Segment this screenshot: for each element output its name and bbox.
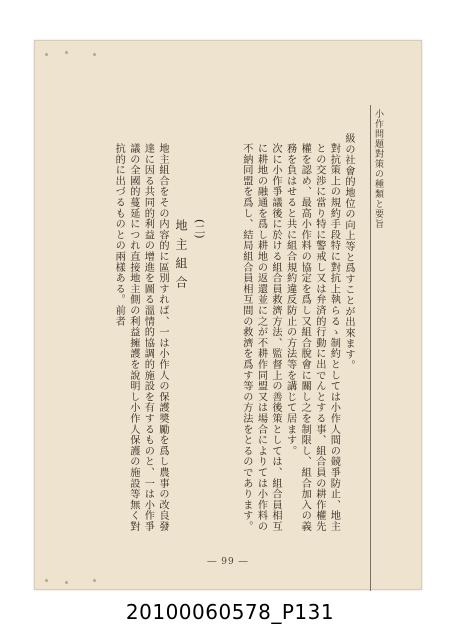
header-rule	[370, 105, 371, 591]
body-text-lower	[111, 133, 169, 533]
paragraph-3: 次に小作爭議後に於ける組合員救濟方法、監督上の善後策としては、組合員相互に耕地の融通を爲し耕地の返還並に之が不耕作同盟又は場合によりては小作料の不納同盟を爲し、結局組合員相互間の救濟を爲す等の方法をとるのであります。	[240, 143, 282, 532]
section-title: 地主組合	[174, 219, 188, 295]
document-page	[34, 40, 422, 590]
body-text-upper	[238, 133, 355, 533]
section-number: (二)	[193, 219, 206, 239]
page-number: ― 99 ―	[207, 557, 249, 567]
running-header: 小作問題對策の種類と要旨	[373, 109, 383, 229]
section-heading	[172, 219, 207, 295]
paragraph-1: 級の社會的地位の向上等と爲すことが出來ます。	[343, 133, 354, 371]
paragraph-2: 對抗策上の規約手段特に對抗上執らるゝ制約としては小作人間の競爭防止、地主との交渉に當り特に警戒し又は弁済的行動に出でんとする事、組合員の耕作權先權を認め、最高小作料の協定を爲し又組合脫會に關し之を制限し、組合加入の義務を負はせると共に組合規約違反防止の方法等を講じて居ます。	[284, 143, 340, 532]
paragraph-4: 地主組合をその内容的に區別すれば、一は小作人の保護奬勵を爲し農事の改良發達に因る共同的利益の增進を圖る溫情的協調的施設を有するものと、一は小作爭議の全國的蔓延につれ直接地主側の利益擁護を說明し小作人保護の施設等無く對抗的に出づるものとの兩樣ある。前者	[113, 143, 168, 532]
image-caption: 20100060578_P131	[125, 600, 335, 624]
